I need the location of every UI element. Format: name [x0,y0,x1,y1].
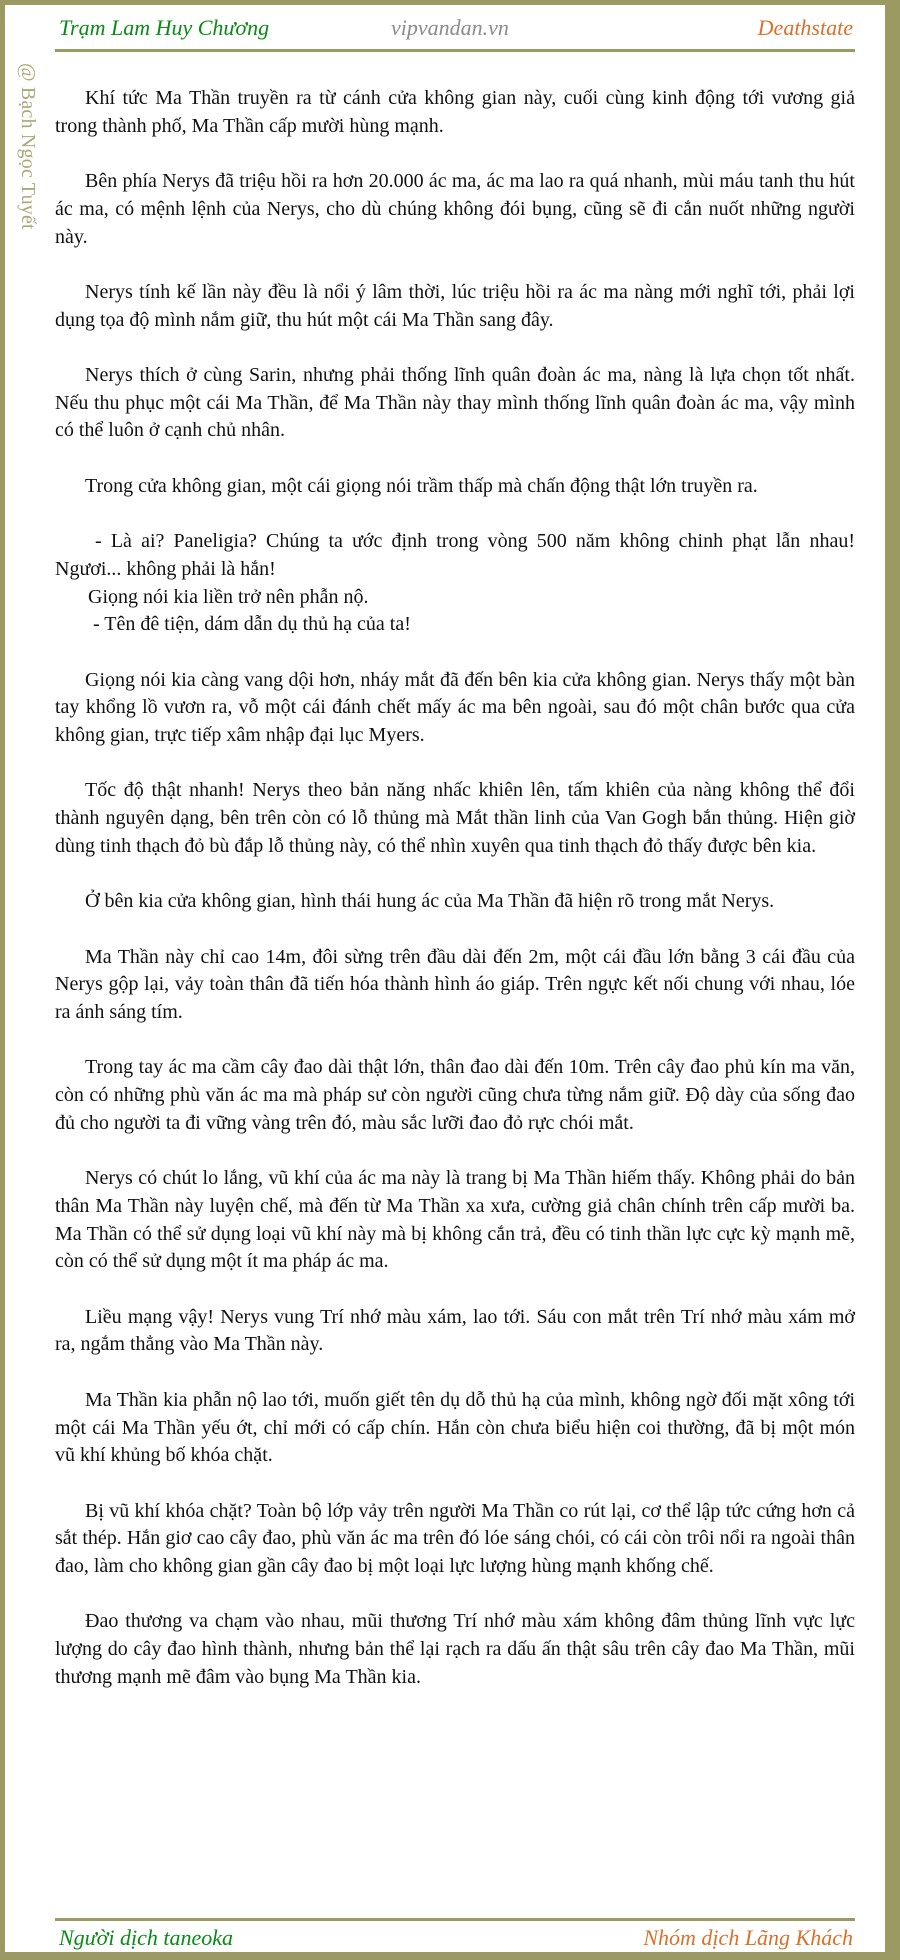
paragraph: Trong tay ác ma cầm cây đao dài thật lớn, thân đao dài đến 10m. Trên cây đao phủ kín ma văn, còn có những phù văn ác ma mà pháp sư còn người cũng chưa từng nắm giữ. Độ dày của sống đao đủ cho người ta đi vững vàng trên đó, màu sắc lưỡi đao đỏ rực chói mắt. [55,1056,855,1134]
paragraph: Ma Thần này chỉ cao 14m, đôi sừng trên đầu dài đến 2m, một cái đầu lớn bằng 3 cái đầu của Nerys gộp lại, vảy toàn thân đã tiến hóa thành hình áo giáp. Trên ngực kết nối chung với nhau, lóe ra ánh sáng tím. [55,945,855,1024]
footer-translation-group: Nhóm dịch Lãng Khách [643,1925,853,1950]
paragraph: Trong cửa không gian, một cái giọng nói trầm thấp mà chấn động thật lớn truyền ra. [85,474,758,497]
paragraph: Nerys tính kế lần này đều là nổi ý lâm thời, lúc triệu hồi ra ác ma nàng mới nghĩ tới, phải lợi dụng tọa độ mình nắm giữ, thu hút một cái Ma Thần sang đây. [55,280,855,331]
paragraph: Khí tức Ma Thần truyền ra từ cánh cửa không gian này, cuối cùng kinh động tới vương giả trong thành phố, Ma Thần cấp mười hùng mạnh. [55,87,855,137]
paragraph: Ở bên kia cửa không gian, hình thái hung ác của Ma Thần đã hiện rõ trong mắt Nerys. [85,890,775,913]
header-divider [55,49,855,52]
page-header [55,13,855,49]
dialogue-line: - Tên đê tiện, dám dẫn dụ thủ hạ của ta! [93,613,411,636]
dialogue-line: - Là ai? Paneligia? Chúng ta ước định trong vòng 500 năm không chinh phạt lẫn nhau! Ngươi... không phải là hắn! [55,530,855,580]
paragraph: Đao thương va chạm vào nhau, mũi thương Trí nhớ màu xám không đâm thủng lĩnh vực lực lượng do cây đao hình thành, nhưng bản thể lại rạch ra dấu ấn thật sâu trên cây đao Ma Thần, mũi thương mạnh mẽ đâm vào bụng Ma Thần kia. [55,1610,855,1688]
watermark: @ Bạch Ngọc Tuyết [17,63,39,230]
header-url: vipvandan.vn [391,15,509,40]
paragraph: Giọng nói kia càng vang dội hơn, nháy mắt đã đến bên kia cửa không gian. Nerys thấy một bàn tay khổng lồ vươn ra, vỗ một cái đánh chết mấy ác ma bên ngoài, sau đó một chân bước qua cửa không gian, trực tiếp xâm nhập đại lục Myers. [55,668,855,747]
page-footer [55,1923,855,1955]
footer-translator: Người dịch taneoka [59,1925,234,1950]
dialogue-line: Giọng nói kia liền trở nên phẫn nộ. [88,585,369,608]
paragraph: Ma Thần kia phẫn nộ lao tới, muốn giết tên dụ dỗ thủ hạ của mình, không ngờ đối mặt xông tới một cái Ma Thần yếu ớt, chỉ mới có cấp chín. Hắn còn chưa biểu hiện coi thường, đã bị một món vũ khí khủng bố khóa chặt. [55,1388,855,1467]
paragraph: Bị vũ khí khóa chặt? Toàn bộ lớp vảy trên người Ma Thần co rút lại, cơ thể lập tức cứng hơn cả sắt thép. Hắn giơ cao cây đao, phù văn ác ma trên đó lóe sáng chói, có cái còn trôi nổi ra ngoài thân đao, làm cho không gian gần cây đao bị một loại lực lượng hùng mạnh khống chế. [55,1499,855,1578]
header-book-title: Deathstate [757,15,853,40]
paragraph: Nerys thích ở cùng Sarin, nhưng phải thống lĩnh quân đoàn ác ma, nàng là lựa chọn tốt nhất. Nếu thu phục một cái Ma Thần, để Ma Thần này thay mình thống lĩnh quân đoàn ác ma, vậy mình có thể luôn ở cạnh chủ nhân. [55,363,855,442]
header-site-name: Trạm Lam Huy Chương [59,15,270,40]
paragraph: Liều mạng vậy! Nerys vung Trí nhớ màu xám, lao tới. Sáu con mắt trên Trí nhớ màu xám mở ra, ngắm thẳng vào Ma Thần này. [55,1305,855,1356]
footer-divider [55,1918,855,1921]
paragraph: Nerys có chút lo lắng, vũ khí của ác ma này là trang bị Ma Thần hiếm thấy. Không phải do bản thân Ma Thần này luyện chế, mà đến từ Ma Thần xa xưa, cường giả chân chính trên cấp mười ba. Ma Thần có thể sử dụng loại vũ khí này mà bị không cắn trả, đều có tinh thần lực cực kỳ mạnh mẽ, còn có thể sử dụng một ít ma pháp ác ma. [55,1167,855,1273]
chapter-body [55,85,855,1719]
paragraph: Bên phía Nerys đã triệu hồi ra hơn 20.000 ác ma, ác ma lao ra quá nhanh, mùi máu tanh thu hút ác ma, có mệnh lệnh của Nerys, cho dù chúng không đói bụng, cũng sẽ đi cắn nuốt những người này. [55,170,855,248]
paragraph: Tốc độ thật nhanh! Nerys theo bản năng nhấc khiên lên, tấm khiên của nàng không thể đổi thành nguyên dạng, bên trên còn có lỗ thủng mà Mắt thần linh của Van Gogh bắn thủng. Hiện giờ dùng tinh thạch đỏ bù đắp lỗ thủng này, có thể nhìn xuyên qua tinh thạch đỏ thấy được bên kia. [55,779,855,857]
